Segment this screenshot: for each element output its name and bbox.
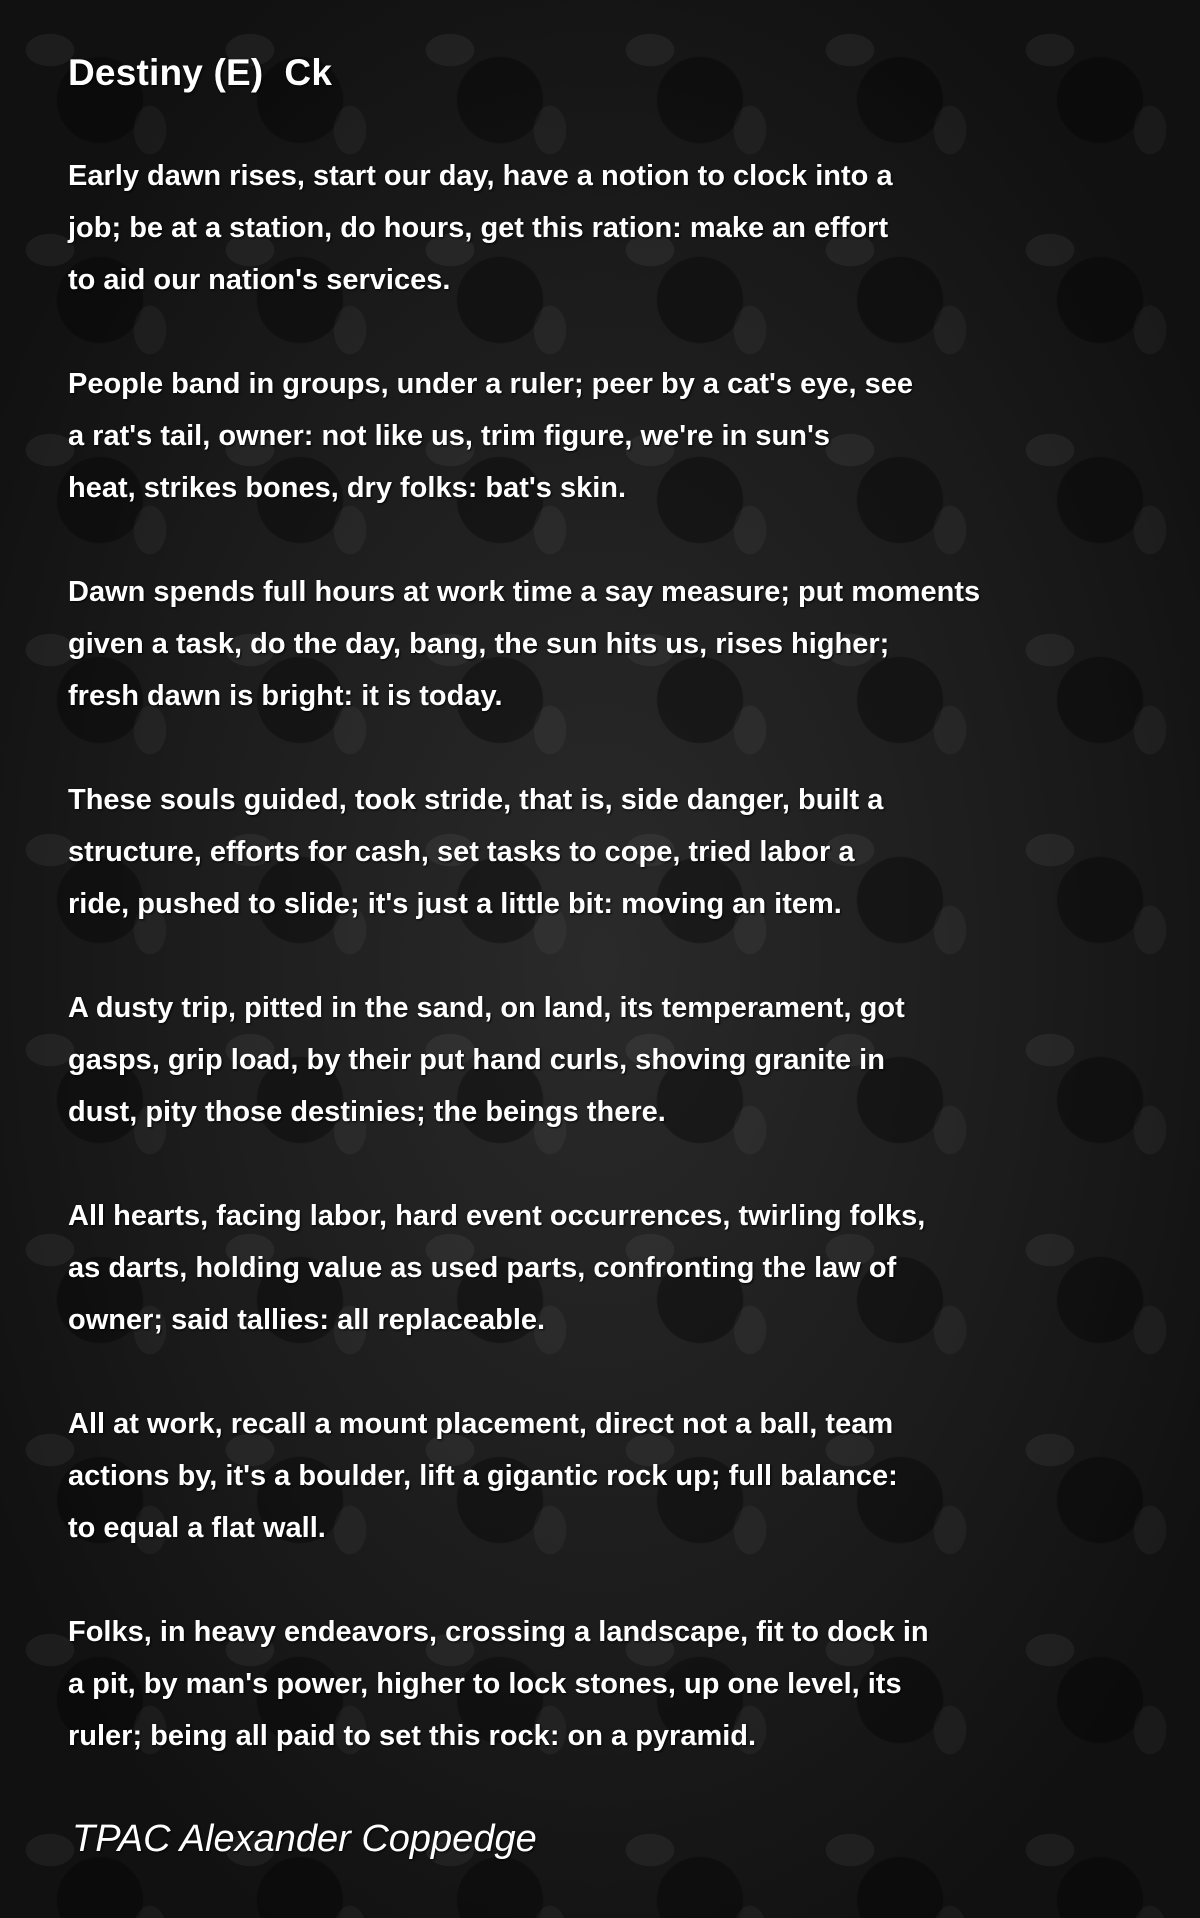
poem-line: Early dawn rises, start our day, have a notion to clock into a: [68, 160, 893, 192]
poem-line: structure, efforts for cash, set tasks to cope, tried labor a: [68, 836, 855, 868]
stanza-6: [68, 1190, 1128, 1346]
poem-line: All at work, recall a mount placement, direct not a ball, team: [68, 1408, 894, 1440]
poem-line: ride, pushed to slide; it's just a little bit: moving an item.: [68, 888, 842, 920]
stanza-2: [68, 358, 1128, 514]
poem-line: owner; said tallies: all replaceable.: [68, 1304, 546, 1336]
stanza-8: [68, 1606, 1128, 1762]
poem-line: fresh dawn is bright: it is today.: [68, 680, 503, 712]
stanza-4: [68, 774, 1128, 930]
poem-line: a pit, by man's power, higher to lock stones, up one level, its: [68, 1668, 902, 1700]
poem-line: heat, strikes bones, dry folks: bat's skin.: [68, 472, 627, 504]
poem-line: to equal a flat wall.: [68, 1512, 326, 1544]
poem-line: as darts, holding value as used parts, confronting the law of: [68, 1252, 897, 1284]
poem-line: All hearts, facing labor, hard event occurrences, twirling folks,: [68, 1200, 926, 1232]
poem-line: actions by, it's a boulder, lift a gigantic rock up; full balance:: [68, 1460, 898, 1492]
stanza-3: [68, 566, 1128, 722]
poem-line: dust, pity those destinies; the beings there.: [68, 1096, 666, 1128]
stanza-7: [68, 1398, 1128, 1554]
poem-line: These souls guided, took stride, that is, side danger, built a: [68, 784, 884, 816]
poem-line: given a task, do the day, bang, the sun hits us, rises higher;: [68, 628, 890, 660]
poem-line: Folks, in heavy endeavors, crossing a landscape, fit to dock in: [68, 1616, 929, 1648]
poem-line: job; be at a station, do hours, get this ration: make an effort: [68, 212, 889, 244]
poem-line: People band in groups, under a ruler; peer by a cat's eye, see: [68, 368, 913, 400]
stanza-5: [68, 982, 1128, 1138]
poem-line: a rat's tail, owner: not like us, trim figure, we're in sun's: [68, 420, 830, 452]
poem-line: gasps, grip load, by their put hand curls, shoving granite in: [68, 1044, 885, 1076]
stanza-1: [68, 150, 1128, 306]
poem-line: to aid our nation's services.: [68, 264, 451, 296]
poem-author: TPAC Alexander Coppedge: [72, 1818, 537, 1860]
poem-line: Dawn spends full hours at work time a say measure; put moments: [68, 576, 981, 608]
poem-title: Destiny (E) Ck: [68, 52, 333, 93]
poem-line: A dusty trip, pitted in the sand, on land, its temperament, got: [68, 992, 905, 1024]
poem-line: ruler; being all paid to set this rock: on a pyramid.: [68, 1720, 757, 1752]
